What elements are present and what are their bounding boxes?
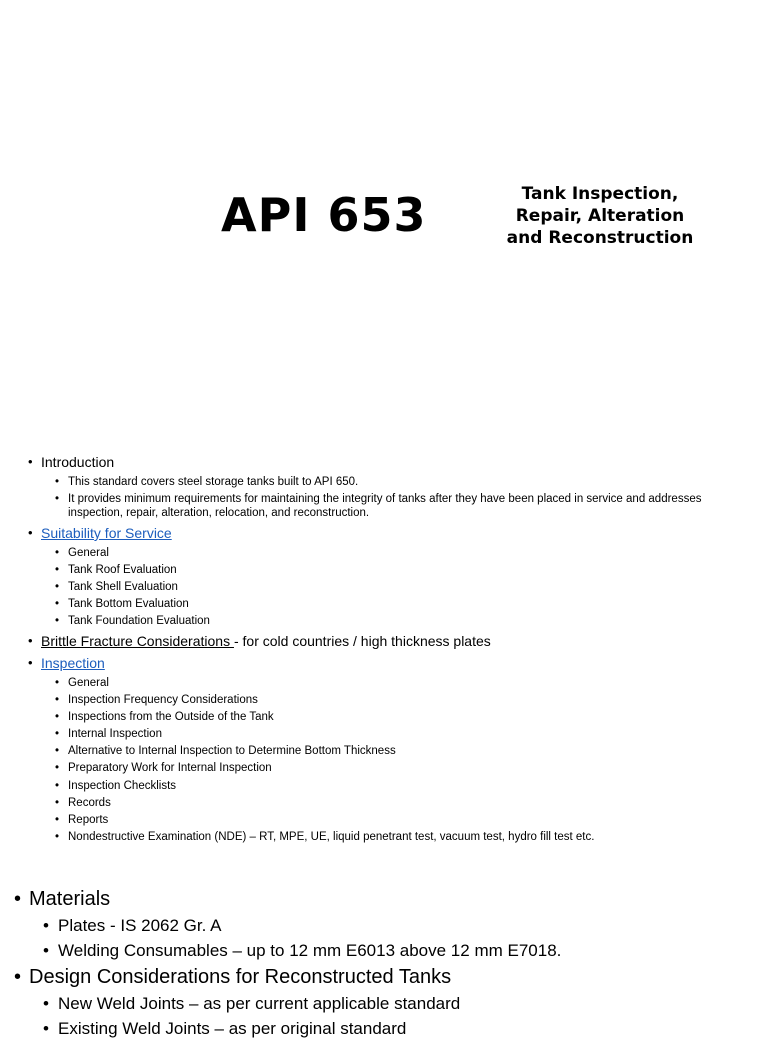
suitability-link[interactable]: Suitability for Service — [41, 524, 172, 541]
outline-list — [28, 450, 748, 845]
list-item: • Welding Consumables – up to 12 mm E6013 above 12 mm E7018. — [43, 940, 754, 962]
list-item: • This standard covers steel storage tanks built to API 650. — [55, 475, 748, 490]
list-item: • New Weld Joints – as per current applicable standard — [43, 993, 754, 1015]
list-item: • Existing Weld Joints – as per original standard — [43, 1018, 754, 1040]
slide-title: API 653 — [221, 188, 427, 242]
outline-item-brittle — [28, 631, 748, 651]
outline-item-inspection — [28, 653, 748, 673]
list-item: • General — [55, 676, 748, 691]
list-item: • Plates - IS 2062 Gr. A — [43, 915, 754, 937]
inspection-link[interactable]: Inspection — [41, 654, 105, 671]
list-item: • Alternative to Internal Inspection to Determine Bottom Thickness — [55, 744, 748, 759]
list-item: • Records — [55, 796, 748, 811]
brittle-label: Brittle Fracture Considerations — [41, 632, 234, 649]
introduction-label: Introduction — [41, 454, 115, 470]
list-item: • Internal Inspection — [55, 727, 748, 742]
list-item: • Tank Bottom Evaluation — [55, 597, 748, 612]
list-item: • General — [55, 546, 748, 561]
list-item: • Tank Foundation Evaluation — [55, 614, 748, 629]
list-item: • Nondestructive Examination (NDE) – RT, MPE, UE, liquid penetrant test, vacuum test, hydro fill test etc. — [55, 830, 748, 845]
list-item: • It provides minimum requirements for maintaining the integrity of tanks after they have been placed in service and addresses inspection, repair, alteration, relocation, and reconstruction. — [55, 492, 748, 521]
outline-item-design: • Design Considerations for Reconstructed Tanks — [14, 964, 754, 990]
list-item: • Tank Shell Evaluation — [55, 580, 748, 595]
list-item: • Inspection Checklists — [55, 779, 748, 794]
list-item: • Preparatory Work for Internal Inspection — [55, 761, 748, 776]
list-item: • Reports — [55, 813, 748, 828]
slide-subtitle: Tank Inspection, Repair, Alteration and Reconstruction — [506, 184, 694, 248]
brittle-suffix: - for cold countries / high thickness plates — [233, 632, 491, 649]
list-item: • Inspections from the Outside of the Tank — [55, 710, 748, 725]
outline-item-materials: • Materials — [14, 886, 754, 912]
outline2-list — [14, 884, 754, 1040]
outline-item-introduction — [28, 452, 748, 472]
list-item: • Inspection Frequency Considerations — [55, 693, 748, 708]
outline-item-suitability — [28, 523, 748, 543]
list-item: • Tank Roof Evaluation — [55, 563, 748, 578]
